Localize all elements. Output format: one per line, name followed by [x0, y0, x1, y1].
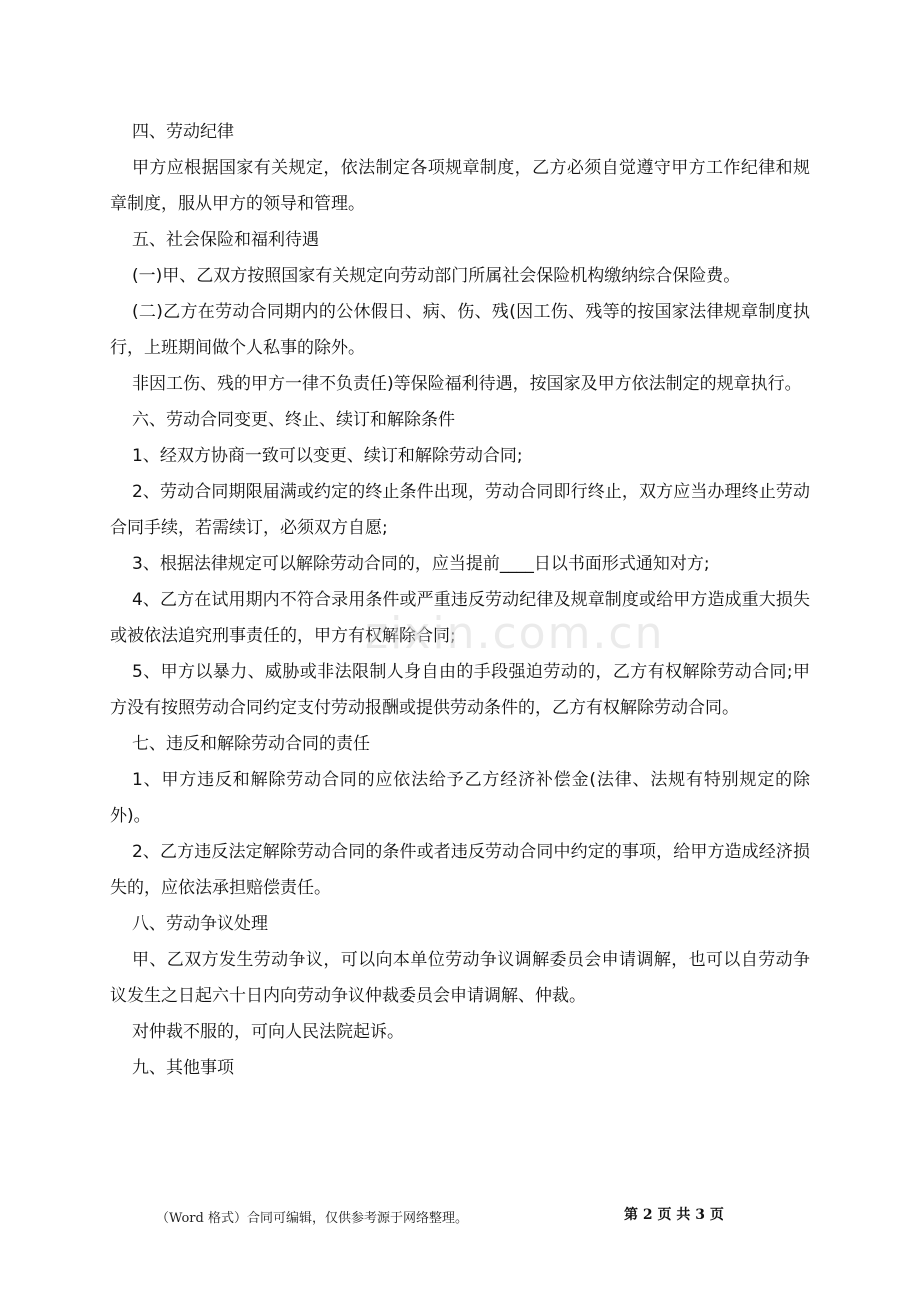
watermark: zixin.com.cn [365, 608, 665, 659]
paragraph: 甲方应根据国家有关规定，依法制定各项规章制度，乙方必须自觉遵守甲方工作纪律和规章制度，服从甲方的领导和管理。 [110, 158, 810, 214]
paragraph: 对仲裁不服的，可向人民法院起诉。 [132, 1022, 404, 1042]
clause-item: 3、根据法律规定可以解除劳动合同的，应当提前____日以书面形式通知对方; [132, 554, 710, 574]
clause-item: 2、乙方违反法定解除劳动合同的条件或者违反劳动合同中约定的事项，给甲方造成经济损失的，应依法承担赔偿责任。 [110, 842, 810, 898]
clause-item: 2、劳动合同期限届满或约定的终止条件出现，劳动合同即行终止，双方应当办理终止劳动合同手续，若需续订，必须双方自愿; [110, 482, 810, 538]
paragraph: (一)甲、乙双方按照国家有关规定向劳动部门所属社会保险机构缴纳综合保险费。 [132, 266, 741, 286]
clause-item: 1、甲方违反和解除劳动合同的应依法给予乙方经济补偿金(法律、法规有特别规定的除外)。 [110, 770, 810, 826]
clause-item: 5、甲方以暴力、威胁或非法限制人身自由的手段强迫劳动的，乙方有权解除劳动合同;甲方没有按照劳动合同约定支付劳动报酬或提供劳动条件的，乙方有权解除劳动合同。 [110, 662, 810, 718]
paragraph: 甲、乙双方发生劳动争议，可以向本单位劳动争议调解委员会申请调解，也可以自劳动争议发生之日起六十日内向劳动争议仲裁委员会申请调解、仲裁。 [110, 950, 810, 1006]
section-heading-6: 六、劳动合同变更、终止、续订和解除条件 [132, 410, 455, 430]
section-heading-8: 八、劳动争议处理 [132, 914, 268, 934]
footer-note: （Word 格式）合同可编辑，仅供参考源于网络整理。 [156, 1211, 468, 1226]
section-heading-9: 九、其他事项 [132, 1058, 234, 1078]
paragraph: 非因工伤、残的甲方一律不负责任)等保险福利待遇，按国家及甲方依法制定的规章执行。 [132, 374, 802, 394]
clause-item: 1、经双方协商一致可以变更、续订和解除劳动合同; [132, 446, 523, 466]
section-heading-4: 四、劳动纪律 [132, 122, 234, 142]
clause-item: 4、乙方在试用期内不符合录用条件或严重违反劳动纪律及规章制度或给甲方造成重大损失或被依法追究刑事责任的，甲方有权解除合同; [110, 590, 810, 646]
page-number: 第 2 页 共 3 页 [624, 1207, 724, 1223]
section-heading-7: 七、违反和解除劳动合同的责任 [132, 734, 370, 754]
paragraph: (二)乙方在劳动合同期内的公休假日、病、伤、残(因工伤、残等的按国家法律规章制度执行，上班期间做个人私事的除外。 [110, 302, 810, 358]
document-body [110, 114, 810, 1086]
section-heading-5: 五、社会保险和福利待遇 [132, 230, 319, 250]
